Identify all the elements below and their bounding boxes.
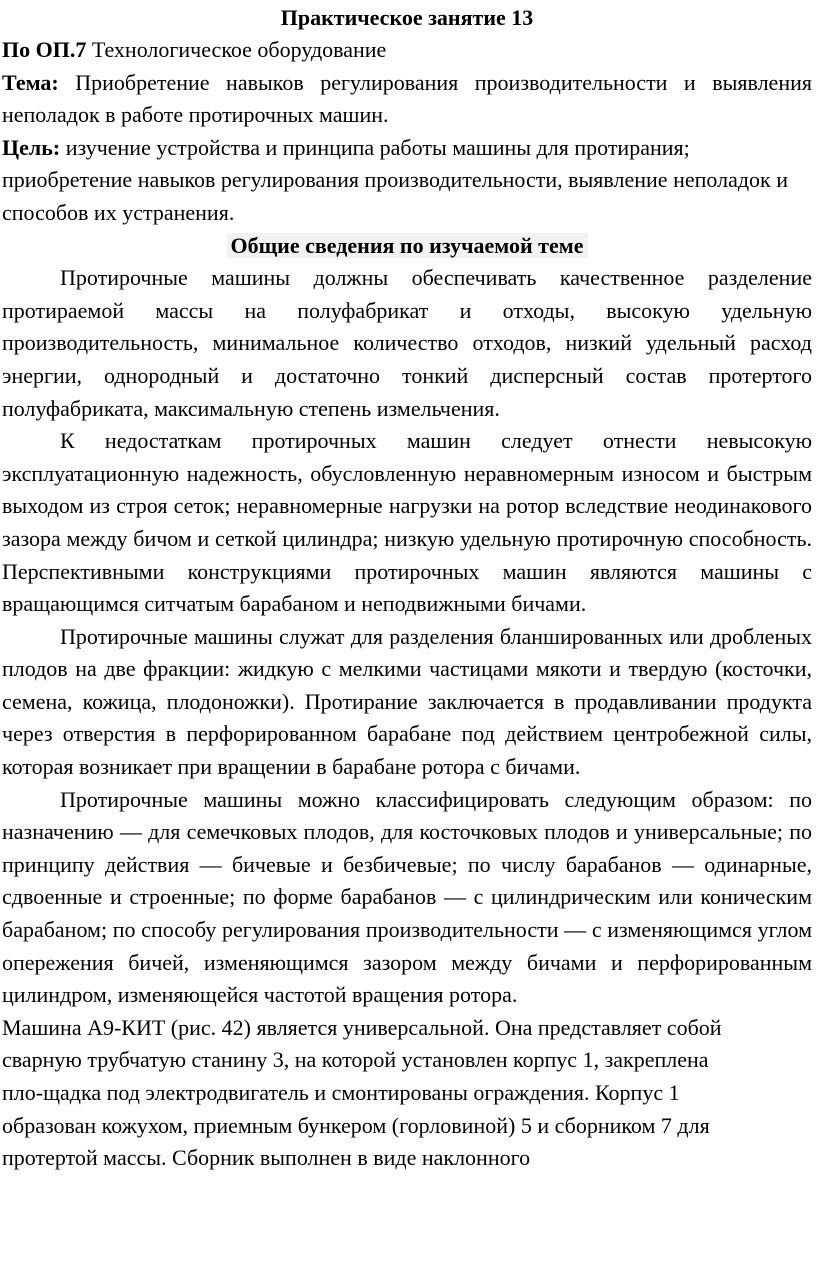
text-line: Машина А9-КИТ (рис. 42) является универсальной. Она представляет собой: [2, 1014, 722, 1040]
text-line: протертой массы. Сборник выполнен в виде наклонного: [2, 1145, 531, 1171]
paragraph: Протирочные машины должны обеспечивать качественное разделение протираемой массы на полуфабрикат и отходы, высокую удельную производительность, минимальное количество отходов, низкий удельный расход энергии, однородный и достаточно тонкий дисперсный состав протертого полуфабриката, максимальную степень измельчения.: [2, 265, 812, 421]
topic-line: [2, 67, 812, 132]
goal-text: изучение устройства и принципа работы машины для протирания; приобретение навыков регулирования производительности, выявление неполадок и способов их устранения.: [2, 134, 788, 225]
subject-label: По ОП.7: [2, 37, 87, 62]
goal-label: Цель:: [2, 134, 61, 160]
document-title: Практическое занятие 13: [280, 5, 534, 30]
paragraph: Протирочные машины служат для разделения бланшированных или дробленых плодов на две фракции: жидкую с мелкими частицами мякоти и твердую (косточки, семена, кожица, плодоножки). Протирание заключается в продавливании продукта через отверстия в перфорированном барабане под действием центробежной силы, которая возникает при вращении в барабане ротора с бичами.: [2, 623, 812, 780]
section-heading-text: Общие сведения по изучаемой теме: [227, 233, 588, 258]
machine-description: [2, 1012, 812, 1175]
paragraph: Протирочные машины можно классифицировать следующим образом: по назначению — для семечковых плодов, для косточковых плодов и универсальные; по принципу действия — бичевые и безбичевые; по числу барабанов — одинарные, сдвоенные и строенные; по форме барабанов — с цилиндрическим или коническим барабаном; по способу регулирования производительности — с изменяющимся углом опережения бичей, изменяющимся зазором между бичами и перфорированным цилиндром, изменяющейся частотой вращения ротора.: [2, 786, 812, 1008]
section-heading: [2, 230, 812, 263]
topic-label: Тема:: [2, 69, 59, 95]
subject-text: Технологическое оборудование: [86, 37, 387, 62]
text-line: сварную трубчатую станину 3, на которой установлен корпус 1, закреплена: [2, 1047, 709, 1073]
goal-line: [2, 132, 812, 230]
paragraph: К недостаткам протирочных машин следует отнести невысокую эксплуатационную надежность, обусловленную неравномерным износом и быстрым выходом из строя сеток; неравномерные нагрузки на ротор вследствие неодинакового зазора между бичом и сеткой цилиндра; низкую удельную протирочную способность. Перспективными конструкциями протирочных машин являются машины с вращающимся ситчатым барабаном и неподвижными бичами.: [2, 428, 812, 617]
topic-text: Приобретение навыков регулирования производительности и выявления неполадок в работе протирочных машин.: [2, 69, 812, 128]
text-line: образован кожухом, приемным бункером (горловиной) 5 и сборником 7 для: [2, 1112, 710, 1138]
subject-line: [2, 34, 812, 67]
text-line: пло-щадка под электродвигатель и смонтированы ограждения. Корпус 1: [2, 1080, 680, 1105]
